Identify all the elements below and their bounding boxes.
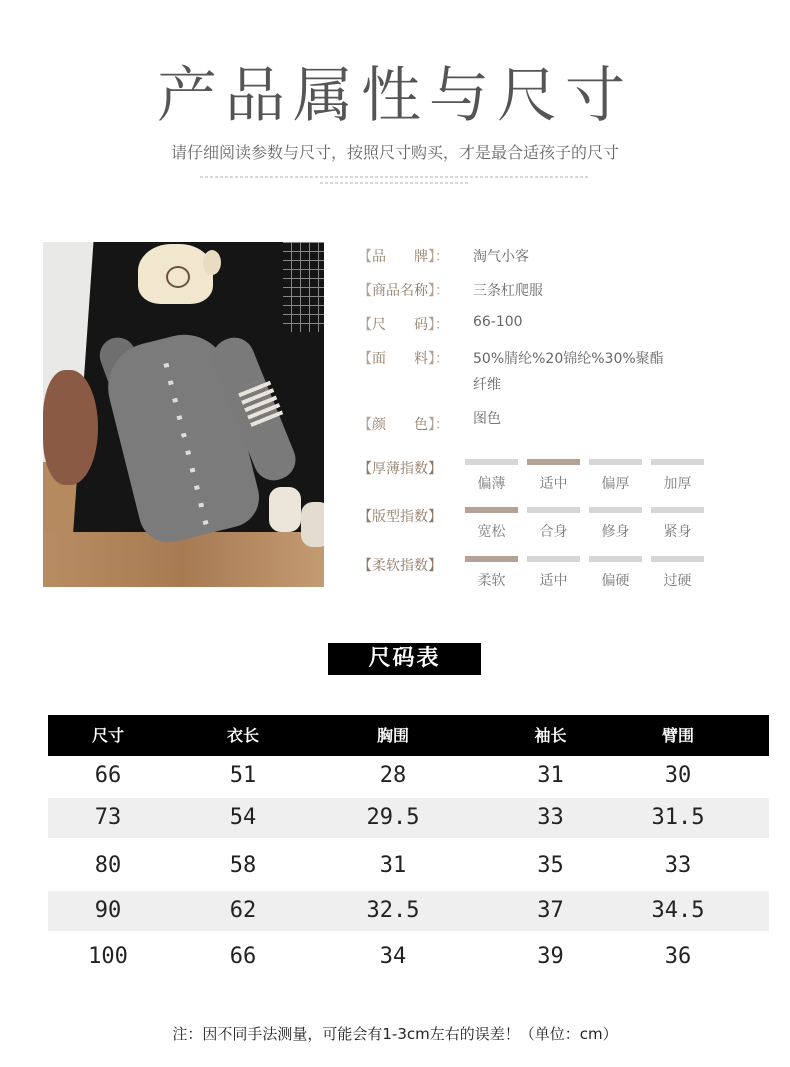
table-cell: 100 (88, 944, 128, 969)
decorative-divider (320, 182, 470, 184)
attr-value-product-name: 三条杠爬服 (473, 283, 543, 299)
table-cell: 51 (229, 763, 257, 788)
index-bar-softness (527, 556, 580, 562)
photo-teddy-bear (43, 370, 98, 485)
attr-label-color: 【颜 色】： (358, 417, 449, 433)
index-bar-fit (527, 507, 580, 513)
photo-wire-rack (283, 242, 324, 332)
column-header: 袖长 (534, 726, 567, 745)
table-cell: 66 (229, 944, 257, 969)
product-photo (43, 242, 324, 587)
table-cell: 90 (94, 898, 122, 923)
attr-value-brand: 淘气小客 (473, 249, 529, 265)
table-row (48, 846, 769, 886)
index-bar-fit (651, 507, 704, 513)
photo-floor (43, 532, 324, 587)
index-option-fit: 宽松 (477, 524, 506, 540)
table-cell: 33 (537, 805, 564, 830)
index-option-softness: 柔软 (477, 573, 506, 589)
attr-value-color: 图色 (473, 411, 501, 427)
index-bar-fit (465, 507, 518, 513)
page-subtitle: 请仔细阅读参数与尺寸，按照尺寸购买，才是最合适孩子的尺寸 (170, 143, 619, 162)
attr-label-brand: 【品 牌】： (358, 249, 449, 265)
table-cell: 39 (537, 944, 564, 969)
index-option-thickness: 偏薄 (477, 476, 506, 492)
attr-value-size: 66-100 (473, 314, 523, 330)
attr-value-fabric-line2: 纤维 (473, 377, 501, 393)
index-option-fit: 紧身 (663, 524, 692, 540)
page-title: 产品属性与尺寸 (157, 61, 633, 131)
index-option-thickness: 适中 (539, 476, 568, 492)
table-cell: 62 (229, 898, 257, 923)
table-cell: 36 (664, 944, 692, 969)
table-cell: 34.5 (651, 898, 705, 923)
table-cell: 30 (664, 763, 692, 788)
table-cell: 54 (229, 805, 257, 830)
table-row (48, 756, 769, 796)
table-cell: 80 (94, 853, 122, 878)
table-cell: 29.5 (366, 805, 420, 830)
index-option-softness: 适中 (539, 573, 568, 589)
attr-label-product-name: 【商品名称】： (358, 283, 449, 299)
index-label-fit: 【版型指数】 (358, 509, 442, 525)
measurement-note: 注：因不同手法测量，可能会有1-3cm左右的误差！（单位：cm） (172, 1025, 618, 1043)
table-cell: 37 (537, 898, 564, 923)
table-row (48, 891, 769, 931)
index-bar-thickness (465, 459, 518, 465)
size-chart-title: 尺码表 (328, 643, 481, 675)
table-row (48, 937, 769, 977)
column-header: 臂围 (661, 726, 694, 745)
table-cell: 66 (94, 763, 122, 788)
index-option-thickness: 加厚 (663, 476, 692, 492)
index-label-softness: 【柔软指数】 (358, 558, 442, 574)
table-cell: 31 (379, 853, 407, 878)
table-cell: 31 (537, 763, 564, 788)
table-row (48, 798, 769, 838)
attr-label-size: 【尺 码】： (358, 317, 449, 333)
photo-sock (269, 487, 301, 532)
table-cell: 28 (379, 763, 407, 788)
column-header: 尺寸 (91, 726, 124, 745)
attr-value-fabric: 50%腈纶%20锦纶%30%聚酯 (473, 351, 664, 367)
bear-logo-icon (166, 266, 190, 288)
attr-label-fabric: 【面 料】： (358, 351, 449, 367)
table-cell: 33 (664, 853, 692, 878)
photo-sock (301, 502, 324, 547)
index-bar-softness (651, 556, 704, 562)
table-cell: 35 (537, 853, 564, 878)
table-cell: 73 (94, 805, 122, 830)
index-bar-softness (465, 556, 518, 562)
index-option-softness: 偏硬 (601, 573, 630, 589)
index-bar-softness (589, 556, 642, 562)
index-option-thickness: 偏厚 (601, 476, 630, 492)
decorative-divider (200, 176, 590, 178)
table-cell: 34 (379, 944, 407, 969)
column-header: 胸围 (376, 726, 409, 745)
index-option-fit: 合身 (539, 524, 568, 540)
index-bar-thickness (589, 459, 642, 465)
photo-cap-bill (203, 250, 221, 275)
table-cell: 58 (229, 853, 257, 878)
table-cell: 32.5 (366, 898, 420, 923)
index-bar-fit (589, 507, 642, 513)
size-table-header (48, 715, 769, 756)
column-header: 衣长 (226, 726, 259, 745)
index-option-softness: 过硬 (663, 573, 692, 589)
index-bar-thickness (527, 459, 580, 465)
index-label-thickness: 【厚薄指数】 (358, 461, 442, 477)
table-cell: 31.5 (651, 805, 705, 830)
index-bar-thickness (651, 459, 704, 465)
index-option-fit: 修身 (601, 524, 630, 540)
